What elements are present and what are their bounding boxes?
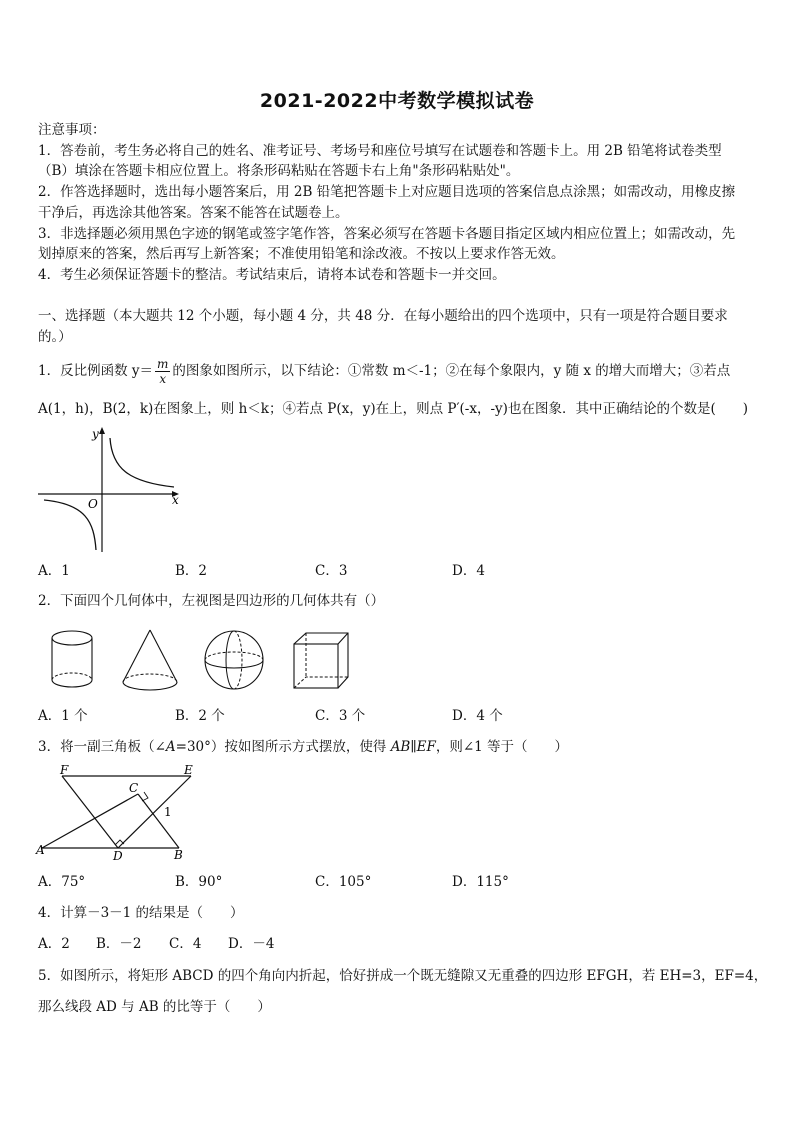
label-e: E [184,763,193,777]
cylinder-figure [48,628,98,692]
notice-line: 3．非选择题必须用黑色字迹的钢笔或签字笔作答，答案必须写在答题卡各题目指定区域内相应位置上；如需改动，先 [38,226,736,242]
option-c: C．105° [315,874,372,890]
q3-text-part: ，则∠1 等于（ ） [435,739,569,755]
notice-line: 1．答卷前，考生务必将自己的姓名、准考证号、考场号和座位号填写在试题卷和答题卡上。用 2B 铅笔将试卷类型 [38,143,722,159]
option-b: B．－2 [96,936,142,952]
section-heading-cont: 的。） [38,329,72,345]
triangle-set-figure [34,764,204,864]
q3-text-part: 3．将一副三角板（∠ [38,739,166,755]
page-title: 2021-2022中考数学模拟试卷 [259,90,535,112]
option-a: A．1 个 [38,708,88,724]
sphere-figure [202,628,266,692]
option-d: D．－4 [228,936,275,952]
question-5-text-cont: 那么线段 AD 与 AB 的比等于（ ） [38,999,271,1015]
label-c: C [129,781,139,795]
option-a: A．2 [38,936,70,952]
option-c: C．3 个 [315,708,366,724]
option-d: D．4 [452,563,485,579]
y-axis-label: y [92,427,99,441]
option-a: A．75° [38,874,86,890]
option-b: B．90° [175,874,223,890]
option-d: D．4 个 [452,708,503,724]
label-angle-1: 1 [164,805,172,819]
q3-parallel-expr: AB∥EF [390,739,436,755]
question-1-text-cont: A(1，h)，B(2，k)在图象上，则 h＜k；④若点 P(x，y)在上，则点 P′(-x，-y)也在图象．其中正确结论的个数是( ) [38,401,748,417]
label-d: D [113,849,123,863]
question-4-text: 4．计算－3－1 的结果是（ ） [38,905,244,921]
label-a: A [36,843,45,857]
fraction-m-over-x [155,357,170,386]
notice-heading: 注意事项： [38,122,106,138]
x-axis-label: x [172,493,179,507]
q1-prefix: 1．反比例函数 y＝ [38,363,154,379]
question-2-text: 2．下面四个几何体中，左视图是四边形的几何体共有（） [38,593,385,609]
notice-line: 2．作答选择题时，选出每小题答案后，用 2B 铅笔把答题卡上对应题目选项的答案信息点涂黑；如需改动，用橡皮擦 [38,184,736,200]
section-heading: 一、选择题（本大题共 12 个小题，每小题 4 分，共 48 分．在每小题给出的四个选项中，只有一项是符合题目要求 [38,308,728,324]
notice-line: （B）填涂在答题卡相应位置上。将条形码粘贴在答题卡右上角"条形码粘贴处"。 [38,163,520,179]
question-3-text [38,737,762,757]
fraction-denominator: x [159,372,167,386]
hyperbola-graph [36,424,186,556]
notice-line: 干净后，再选涂其他答案。答案不能答在试题卷上。 [38,205,349,221]
question-5-text: 5．如图所示，将矩形 ABCD 的四个角向内折起，恰好拼成一个既无缝隙又无重叠的四边形 EFGH，若 EH=3，EF=4， [38,968,768,984]
option-b: B．2 [175,563,208,579]
cube-figure [290,630,354,692]
fraction-numerator: m [157,357,169,371]
origin-label: O [88,497,98,511]
notice-line: 4．考生必须保证答题卡的整洁。考试结束后，请将本试卷和答题卡一并交回。 [38,267,506,283]
question-1-text [38,356,762,386]
option-c: C．3 [315,563,348,579]
label-b: B [174,848,183,862]
q1-suffix: 的图象如图所示，以下结论：①常数 m＜-1；②在每个象限内，y 随 x 的增大而增大；③若点 [172,363,731,379]
cone-figure [118,628,182,694]
option-c: C．4 [169,936,202,952]
q3-angle-var: A [165,739,176,755]
option-a: A．1 [38,563,70,579]
label-f: F [60,763,69,777]
notice-line: 划掉原来的答案，然后再写上新答案；不准使用铅笔和涂改液。不按以上要求作答无效。 [38,246,565,262]
option-b: B．2 个 [175,708,225,724]
q3-text-part: =30°）按如图所示方式摆放，使得 [175,739,391,755]
option-d: D．115° [452,874,509,890]
